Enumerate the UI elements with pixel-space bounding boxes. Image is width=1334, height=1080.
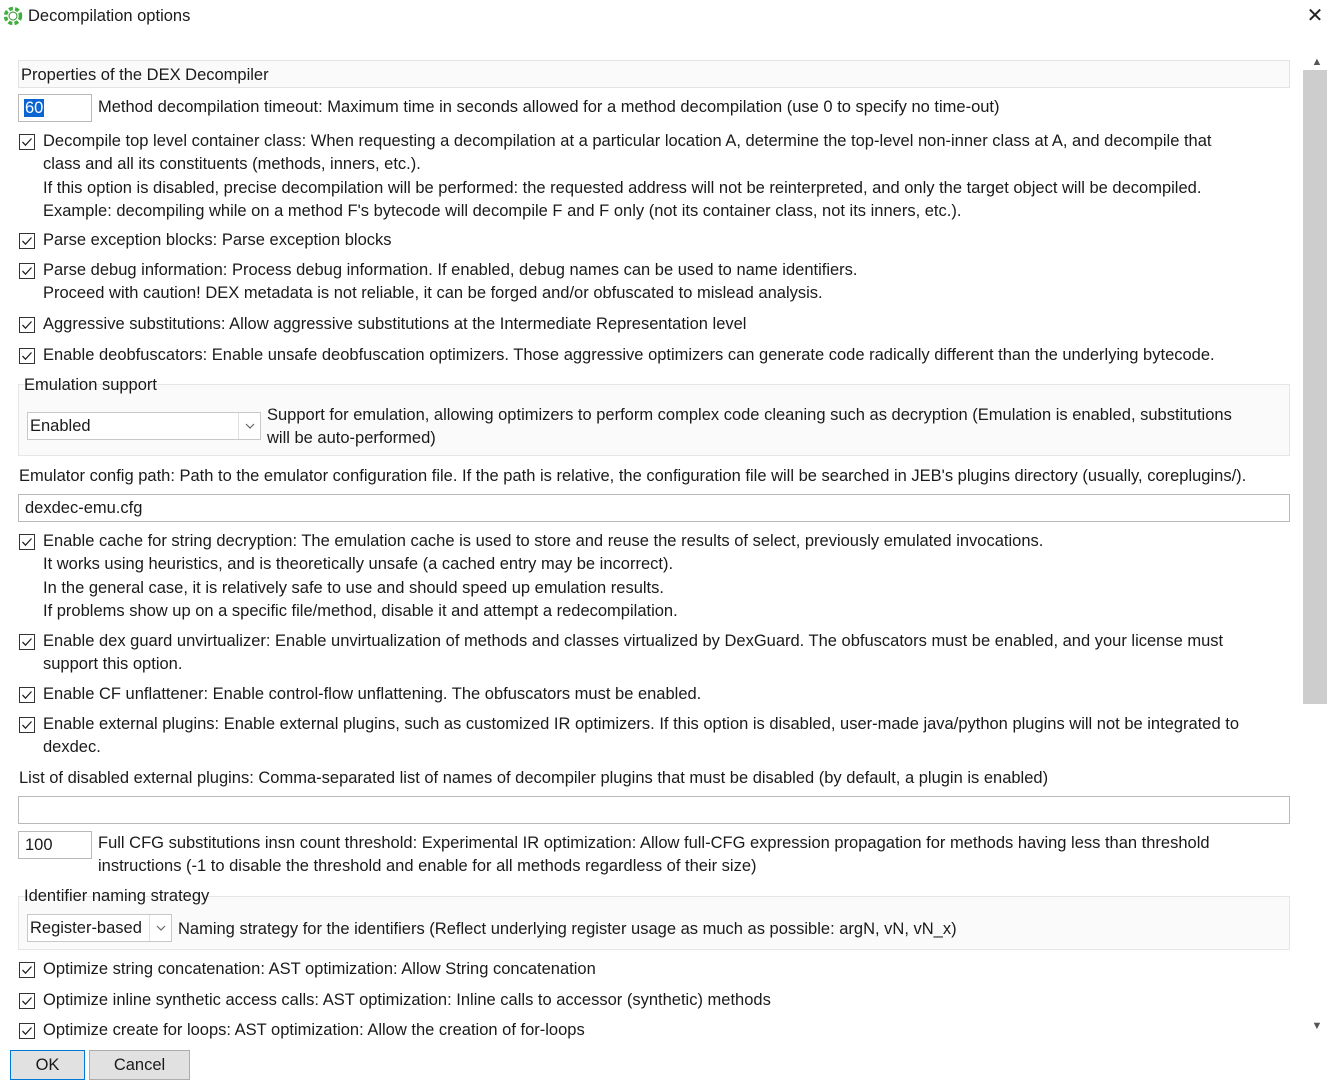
- naming-selected: Register-based: [30, 919, 142, 937]
- option-checkbox[interactable]: [19, 263, 35, 279]
- emulator-config-input[interactable]: [18, 494, 1290, 522]
- option-checkbox[interactable]: [19, 233, 35, 249]
- option-label-line: If this option is disabled, precise decompilation will be performed: the requested address will not be reinterpreted, and only the target object will be decompiled.: [43, 179, 1202, 197]
- checkmark-icon: [21, 719, 33, 731]
- option-label-line: It works using heuristics, and is theoretically unsafe (a cached entry may be incorrect).: [43, 555, 674, 573]
- dialog-footer: [0, 1044, 1334, 1080]
- emulator-config-label: Emulator config path: Path to the emulator configuration file. If the path is relative, the configuration file will be searched in JEB's plugins directory (usually, coreplugins/).: [19, 467, 1247, 485]
- jeb-gear-icon: [3, 6, 23, 26]
- scroll-up-icon[interactable]: ▲: [1311, 56, 1323, 68]
- option-label-line: If problems show up on a specific file/method, disable it and attempt a redecompilation.: [43, 602, 678, 620]
- option-label-line: Optimize create for loops: AST optimization: Allow the creation of for-loops: [43, 1021, 585, 1039]
- cfg-threshold-input[interactable]: [18, 831, 92, 859]
- option-label-line: Example: decompiling while on a method F's bytecode will decompile F and F only (not its container class, not its inners, etc.).: [43, 202, 962, 220]
- emulator-config-value: dexdec-emu.cfg: [25, 499, 143, 517]
- option-label-line: Proceed with caution! DEX metadata is not reliable, it can be forged and/or obfuscated to mislead analysis.: [43, 284, 823, 302]
- option-checkbox[interactable]: [19, 717, 35, 733]
- close-icon[interactable]: ✕: [1306, 5, 1324, 27]
- option-label-line: Enable dex guard unvirtualizer: Enable unvirtualization of methods and classes virtualized by DexGuard. The obfuscators must be enabled, and your license must: [43, 632, 1224, 650]
- window-title: Decompilation options: [28, 7, 191, 25]
- option-label-line: class and all its constituents (methods, inners, etc.).: [43, 155, 421, 173]
- options-panel: [0, 36, 1300, 1044]
- emulation-selected: Enabled: [30, 417, 91, 435]
- option-label-line: Parse debug information: Process debug information. If enabled, debug names can be used to name identifiers.: [43, 261, 858, 279]
- checkmark-icon: [21, 689, 33, 701]
- cancel-button[interactable]: Cancel: [89, 1050, 190, 1080]
- checkmark-icon: [21, 350, 33, 362]
- option-label-line: Optimize inline synthetic access calls: AST optimization: Inline calls to accessor (synthetic) methods: [43, 991, 771, 1009]
- disabled-plugins-input[interactable]: [18, 796, 1290, 824]
- emulation-select[interactable]: [27, 412, 261, 440]
- option-checkbox[interactable]: [19, 993, 35, 1009]
- option-label-line: Optimize string concatenation: AST optimization: Allow String concatenation: [43, 960, 596, 978]
- emulation-group-title: Emulation support: [24, 376, 157, 394]
- checkmark-icon: [21, 964, 33, 976]
- checkmark-icon: [21, 136, 33, 148]
- option-label-line: Aggressive substitutions: Allow aggressive substitutions at the Intermediate Representation level: [43, 315, 747, 333]
- emulation-desc-line-2: will be auto-performed): [267, 429, 436, 447]
- option-label-line: support this option.: [43, 655, 183, 673]
- option-checkbox[interactable]: [19, 134, 35, 150]
- option-checkbox[interactable]: [19, 962, 35, 978]
- checkmark-icon: [21, 1025, 33, 1037]
- checkmark-icon: [21, 235, 33, 247]
- option-checkbox[interactable]: [19, 534, 35, 550]
- option-label-line: Enable external plugins: Enable external plugins, such as customized IR optimizers. If this option is disabled, user-made java/python plugins will not be integrated to: [43, 715, 1240, 733]
- option-label-line: Enable deobfuscators: Enable unsafe deobfuscation optimizers. Those aggressive optimizers can generate code radically different than the underlying bytecode.: [43, 346, 1215, 364]
- option-label-line: Decompile top level container class: When requesting a decompilation at a particular location A, determine the top-level non-inner class at A, and decompile that: [43, 132, 1212, 150]
- cfg-threshold-line-1: Full CFG substitutions insn count threshold: Experimental IR optimization: Allow full-CFG expression propagation for methods having less than threshold: [98, 834, 1210, 852]
- option-label-line: Enable cache for string decryption: The emulation cache is used to store and reuse the results of select, previously emulated invocations.: [43, 532, 1044, 550]
- checkmark-icon: [21, 319, 33, 331]
- section-title: Properties of the DEX Decompiler: [21, 66, 269, 84]
- cfg-threshold-line-2: instructions (-1 to disable the threshold and enable for all methods regardless of their size): [98, 857, 757, 875]
- naming-desc: Naming strategy for the identifiers (Reflect underlying register usage as much as possible: argN, vN, vN_x): [178, 920, 957, 938]
- disabled-plugins-label: List of disabled external plugins: Comma-separated list of names of decompiler plugins that must be disabled (by default, a plugin is enabled): [19, 769, 1049, 787]
- title-bar: [0, 0, 1334, 36]
- checkmark-icon: [21, 995, 33, 1007]
- option-label-line: Parse exception blocks: Parse exception blocks: [43, 231, 392, 249]
- naming-select[interactable]: [27, 914, 172, 942]
- timeout-value: 60: [25, 99, 44, 117]
- option-checkbox[interactable]: [19, 687, 35, 703]
- cfg-threshold-value: 100: [25, 836, 53, 854]
- naming-group-title: Identifier naming strategy: [24, 887, 210, 905]
- timeout-label: Method decompilation timeout: Maximum time in seconds allowed for a method decompilation (use 0 to specify no time-out): [98, 98, 1000, 116]
- chevron-down-icon: [149, 915, 171, 941]
- option-label-line: In the general case, it is relatively safe to use and should speed up emulation results.: [43, 579, 664, 597]
- option-checkbox[interactable]: [19, 317, 35, 333]
- timeout-input[interactable]: [18, 94, 92, 122]
- option-label-line: dexdec.: [43, 738, 101, 756]
- option-checkbox[interactable]: [19, 348, 35, 364]
- ok-button[interactable]: OK: [10, 1050, 85, 1080]
- scroll-down-icon[interactable]: ▼: [1311, 1020, 1323, 1032]
- chevron-down-icon: [238, 413, 260, 439]
- option-checkbox[interactable]: [19, 634, 35, 650]
- checkmark-icon: [21, 265, 33, 277]
- vertical-scrollbar[interactable]: [1300, 36, 1334, 1044]
- option-label-line: Enable CF unflattener: Enable control-flow unflattening. The obfuscators must be enabled.: [43, 685, 702, 703]
- checkmark-icon: [21, 636, 33, 648]
- scrollbar-thumb[interactable]: [1303, 70, 1327, 704]
- section-header: [18, 60, 1290, 88]
- checkmark-icon: [21, 536, 33, 548]
- emulation-desc-line-1: Support for emulation, allowing optimizers to perform complex code cleaning such as decryption (Emulation is enabled, substitutions: [267, 406, 1232, 424]
- option-checkbox[interactable]: [19, 1023, 35, 1039]
